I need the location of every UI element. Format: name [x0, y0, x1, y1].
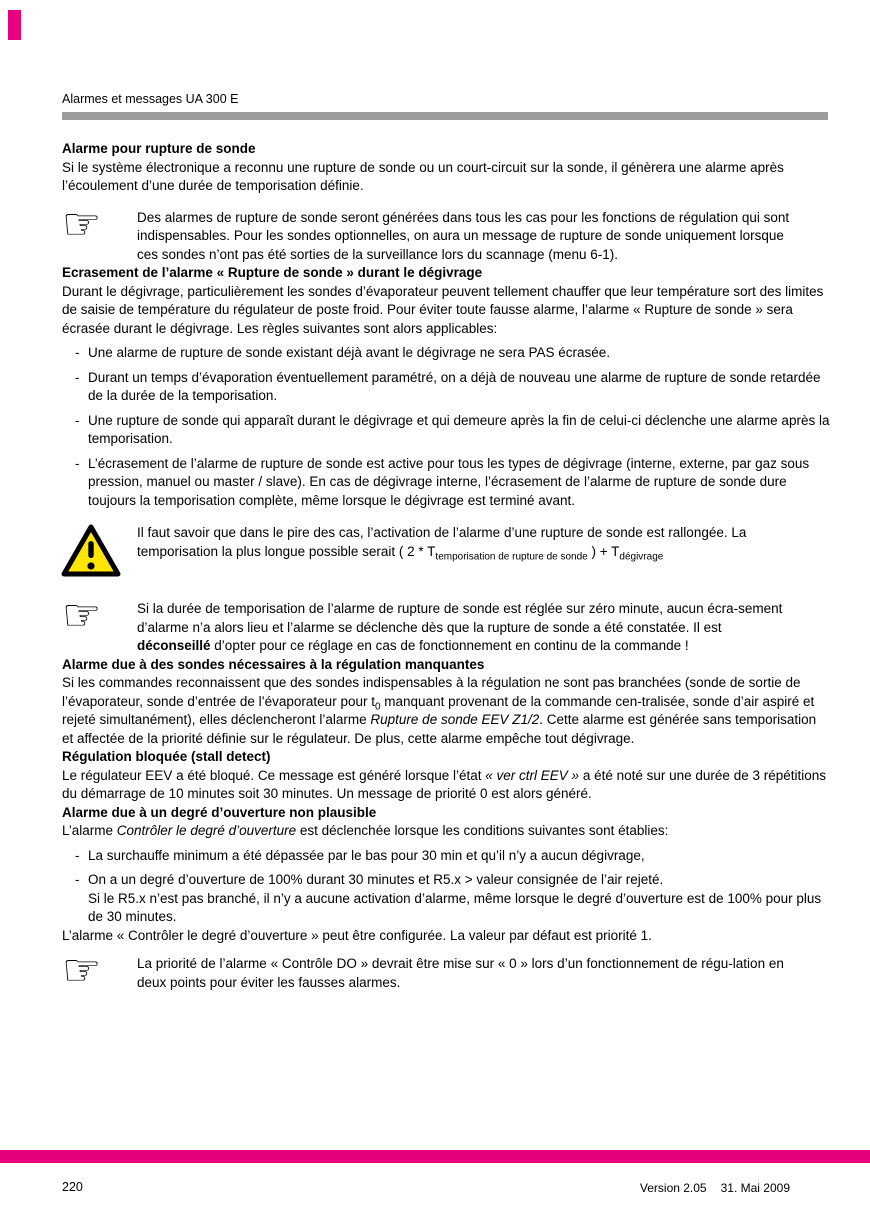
- paragraph: Si le système électronique a reconnu une rupture de sonde ou un court-circuit sur la sonde, il génèrera une alarme après l’écoulement d’une durée de temporisation définie.: [62, 159, 784, 193]
- list-item: [62, 455, 830, 511]
- list-item-text: La surchauffe minimum a été dépassée par le bas pour 30 min et qu’il n’y a aucun dégivrage,: [88, 847, 645, 863]
- warning-text: [137, 522, 795, 561]
- pointing-hand-icon: ☞: [62, 945, 102, 996]
- paragraph: [62, 674, 830, 748]
- list-item: [62, 871, 830, 927]
- paragraph: L’alarme « Contrôler le degré d’ouverture » peut être configurée. La valeur par défaut est priorité 1.: [62, 927, 652, 943]
- note-icon-column: [62, 945, 137, 996]
- paragraph: [62, 822, 830, 841]
- list-item-text: L’écrasement de l’alarme de rupture de sonde est active pour tous les types de dégivrage (interne, externe, par gaz sous pression, manuel ou master / slave). En cas de dégivrage interne, l’écrasement de l’alarme de rupture de sonde dure toujours la temporisation complète, même lorsque le dégivrage est terminé avant.: [88, 455, 810, 508]
- list-item-text: [88, 871, 830, 927]
- list-item-text: Durant un temps d’évaporation éventuellement paramétré, on a déjà de nouveau une alarme de rupture de sonde retardée de la durée de la temporisation.: [88, 369, 821, 403]
- warning-icon-column: [62, 522, 137, 580]
- bullet-dash: -: [75, 455, 80, 471]
- bullet-dash: -: [75, 847, 80, 863]
- list-item-line: On a un degré d’ouverture de 100% durant 30 minutes et R5.x > valeur consignée de l’air rejeté.: [88, 872, 664, 887]
- paragraph-part: a été noté sur une durée de 3 répétitions du démarrage de 10 minutes soit 30 minutes. Un message de priorité 0 est alors généré.: [62, 767, 827, 801]
- list-item: [62, 369, 830, 406]
- brand-mark: [8, 10, 21, 40]
- version-date: 31. Mai 2009: [720, 1181, 790, 1195]
- page-number: 220: [62, 1180, 83, 1194]
- note-text: [137, 600, 793, 656]
- note-text-bold: déconseillé: [137, 638, 211, 653]
- version-info: [640, 1181, 790, 1195]
- paragraph-subscript: 0: [374, 701, 381, 713]
- note-icon-column: [62, 590, 137, 641]
- bullet-dash: -: [75, 345, 80, 360]
- warning-subscript: dégivrage: [619, 551, 664, 563]
- paragraph: Durant le dégivrage, particulièrement les sondes d’évaporateur peuvent tellement chauffer que leur température sort des limites de saisie de température du régulateur de poste froid. Pour éviter toute fausse alarme, l’alarme « Rupture de sonde » sera écrasée durant le dégivrage. Les règles suivantes sont alors applicables:: [62, 283, 824, 336]
- note-icon-column: [62, 198, 137, 250]
- bullet-dash: -: [75, 369, 80, 385]
- list-item-text: Une rupture de sonde qui apparaît durant le dégivrage et qui demeure après la fin de celui-ci déclenche une alarme après la temporisation.: [88, 412, 830, 446]
- version-label: Version 2.05: [639, 1181, 707, 1195]
- section-heading-rupture-sonde: Alarme pour rupture de sonde: [62, 141, 256, 156]
- section-heading-degre-ouverture: Alarme due à un degré d’ouverture non plausible: [62, 804, 377, 820]
- header-rule: [62, 112, 828, 120]
- paragraph-italic: « ver ctrl EEV »: [485, 767, 580, 783]
- warning-text-mid: ) + T: [587, 543, 620, 559]
- section-heading-ecrasement: Ecrasement de l’alarme « Rupture de sonde » durant le dégivrage: [62, 265, 483, 280]
- page-content: [62, 140, 830, 996]
- note-text-part: Si la durée de temporisation de l’alarme de rupture de sonde est réglée sur zéro minute, aucun écra-sement d’alarme n’a alors lieu et l’alarme se déclenche dès que la rupture de sonde a été constatée. Il est: [137, 601, 783, 635]
- list-item: [62, 847, 830, 866]
- list-item-text: Une alarme de rupture de sonde existant déjà avant le dégivrage ne sera PAS écrasée.: [88, 345, 611, 360]
- note-block: [62, 945, 830, 996]
- warning-block: [62, 522, 830, 580]
- section-heading-stall-detect: Régulation bloquée (stall detect): [62, 749, 271, 764]
- paragraph-italic: Rupture de sonde EEV Z1/2: [370, 712, 540, 727]
- note-text-part: d’opter pour ce réglage en cas de fonctionnement en continu de la commande !: [210, 638, 689, 653]
- paragraph-part: Le régulateur EEV a été bloqué. Ce message est généré lorsque l’état: [62, 767, 486, 783]
- pointing-hand-icon: ☞: [62, 590, 102, 641]
- paragraph-italic: Contrôler le degré d’ouverture: [116, 823, 297, 838]
- paragraph-part: L’alarme: [62, 823, 117, 838]
- paragraph-part: est déclenchée lorsque les conditions suivantes sont établies:: [296, 823, 669, 838]
- list-item-line: Si le R5.x n’est pas branché, il n’y a aucune activation d’alarme, même lorsque le degré d’ouverture est de 100% pour plus de 30 minutes.: [88, 890, 822, 924]
- warning-text-main: Il faut savoir que dans le pire des cas, l’activation de l’alarme d’une rupture de sonde est rallongée. La temporisation la plus longue possible serait ( 2 * T: [137, 525, 747, 559]
- running-header: Alarmes et messages UA 300 E: [62, 92, 239, 106]
- list-item: [62, 412, 830, 449]
- bullet-dash: -: [75, 412, 80, 428]
- note-block: [62, 590, 830, 656]
- warning-subscript: temporisation de rupture de sonde: [435, 551, 588, 563]
- bullet-dash: -: [75, 872, 80, 887]
- pointing-hand-icon: ☞: [62, 198, 102, 250]
- note-text: La priorité de l’alarme « Contrôle DO » devrait être mise sur « 0 » lors d’un fonctionnement de régu-lation en deux points pour éviter les fausses alarmes.: [137, 956, 784, 990]
- note-text: Des alarmes de rupture de sonde seront générées dans tous les cas pour les fonctions de régulation qui sont indispensables. Pour les sondes optionnelles, on aura un message de rupture de sonde uniquement lorsque ces sondes n’ont pas été sorties de la surveillance lors du scannage (menu 6-1).: [137, 209, 790, 262]
- warning-triangle-icon: [60, 522, 122, 580]
- paragraph-part: manquant provenant de la commande cen-tralisée, sonde d’air aspiré et rejeté simultanément), elles déclencheront l’alarme: [62, 693, 815, 727]
- paragraph-part: . Cette alarme est générée sans temporisation et affectée de la priorité définie sur le régulateur. De plus, cette alarme empêche tout dégivrage.: [62, 712, 817, 746]
- paragraph: [62, 767, 830, 804]
- section-heading-sondes-manquantes: Alarme due à des sondes nécessaires à la régulation manquantes: [62, 656, 485, 672]
- footer-accent-bar: [0, 1150, 870, 1163]
- paragraph-part: Si les commandes reconnaissent que des sondes indispensables à la régulation ne sont pas branchées (sonde de sortie de l’évaporateur, sonde d’entrée de l’évaporateur pour t: [62, 675, 801, 709]
- list-item: [62, 344, 830, 363]
- note-block: [62, 198, 830, 265]
